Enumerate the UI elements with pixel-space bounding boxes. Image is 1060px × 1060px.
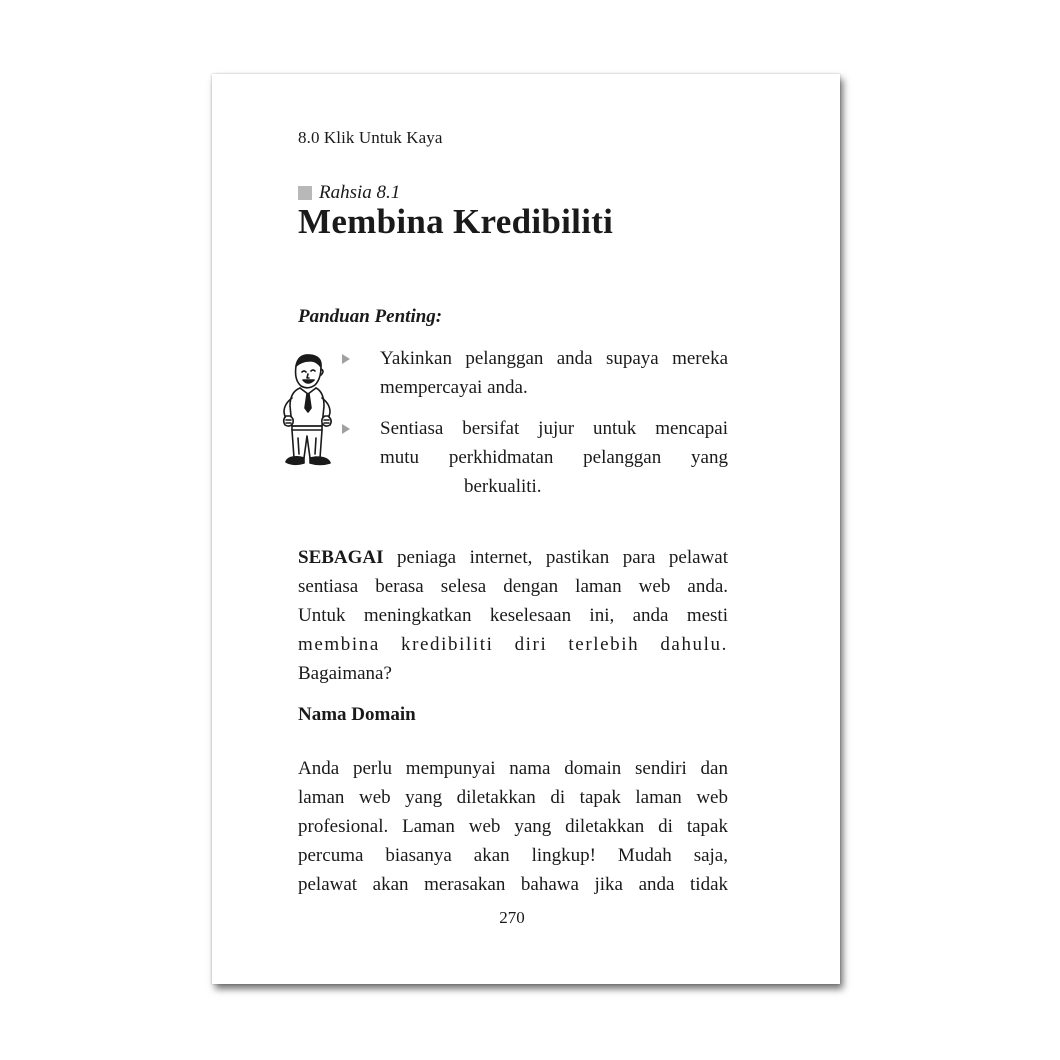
domain-paragraph: Anda perlu mempunyai nama domain sendiri dan laman web yang diletakkan di tapak laman web profesional. Laman web yang diletakkan di tapak percuma biasanya akan lingkup! Mudah saja, pelawat akan merasakan bahawa jika anda tidak [298,758,728,895]
section-subheading: Nama Domain [298,704,416,725]
cartoon-man-illustration [276,350,340,472]
bullet-item: Yakinkan pelanggan anda supaya mereka mempercayai anda. [380,348,728,398]
intro-paragraph: SEBAGAI peniaga internet, pastikan para pelawat sentiasa berasa selesa dengan laman web anda. Untuk meningkatkan keselesaan ini, anda mesti membina kredibiliti diri terlebih dahulu. Bagaimana? [298,547,728,684]
square-marker-icon [298,186,312,200]
page-title: Membina Kredibiliti [298,202,614,241]
page-number: 270 [499,908,525,927]
bullet-item: Sentiasa bersifat jujur untuk mencapai mutu perkhidmatan pelanggan yang berkualiti. [380,418,728,497]
running-head: 8.0 Klik Untuk Kaya [298,128,443,147]
guide-heading: Panduan Penting: [298,306,443,327]
bullet-arrow-icon [342,354,350,364]
intro-lead-word: SEBAGAI [298,547,384,568]
section-label [298,182,400,204]
book-page [212,74,840,984]
bullet-arrow-icon [342,424,350,434]
section-label-text: Rahsia 8.1 [319,182,401,203]
